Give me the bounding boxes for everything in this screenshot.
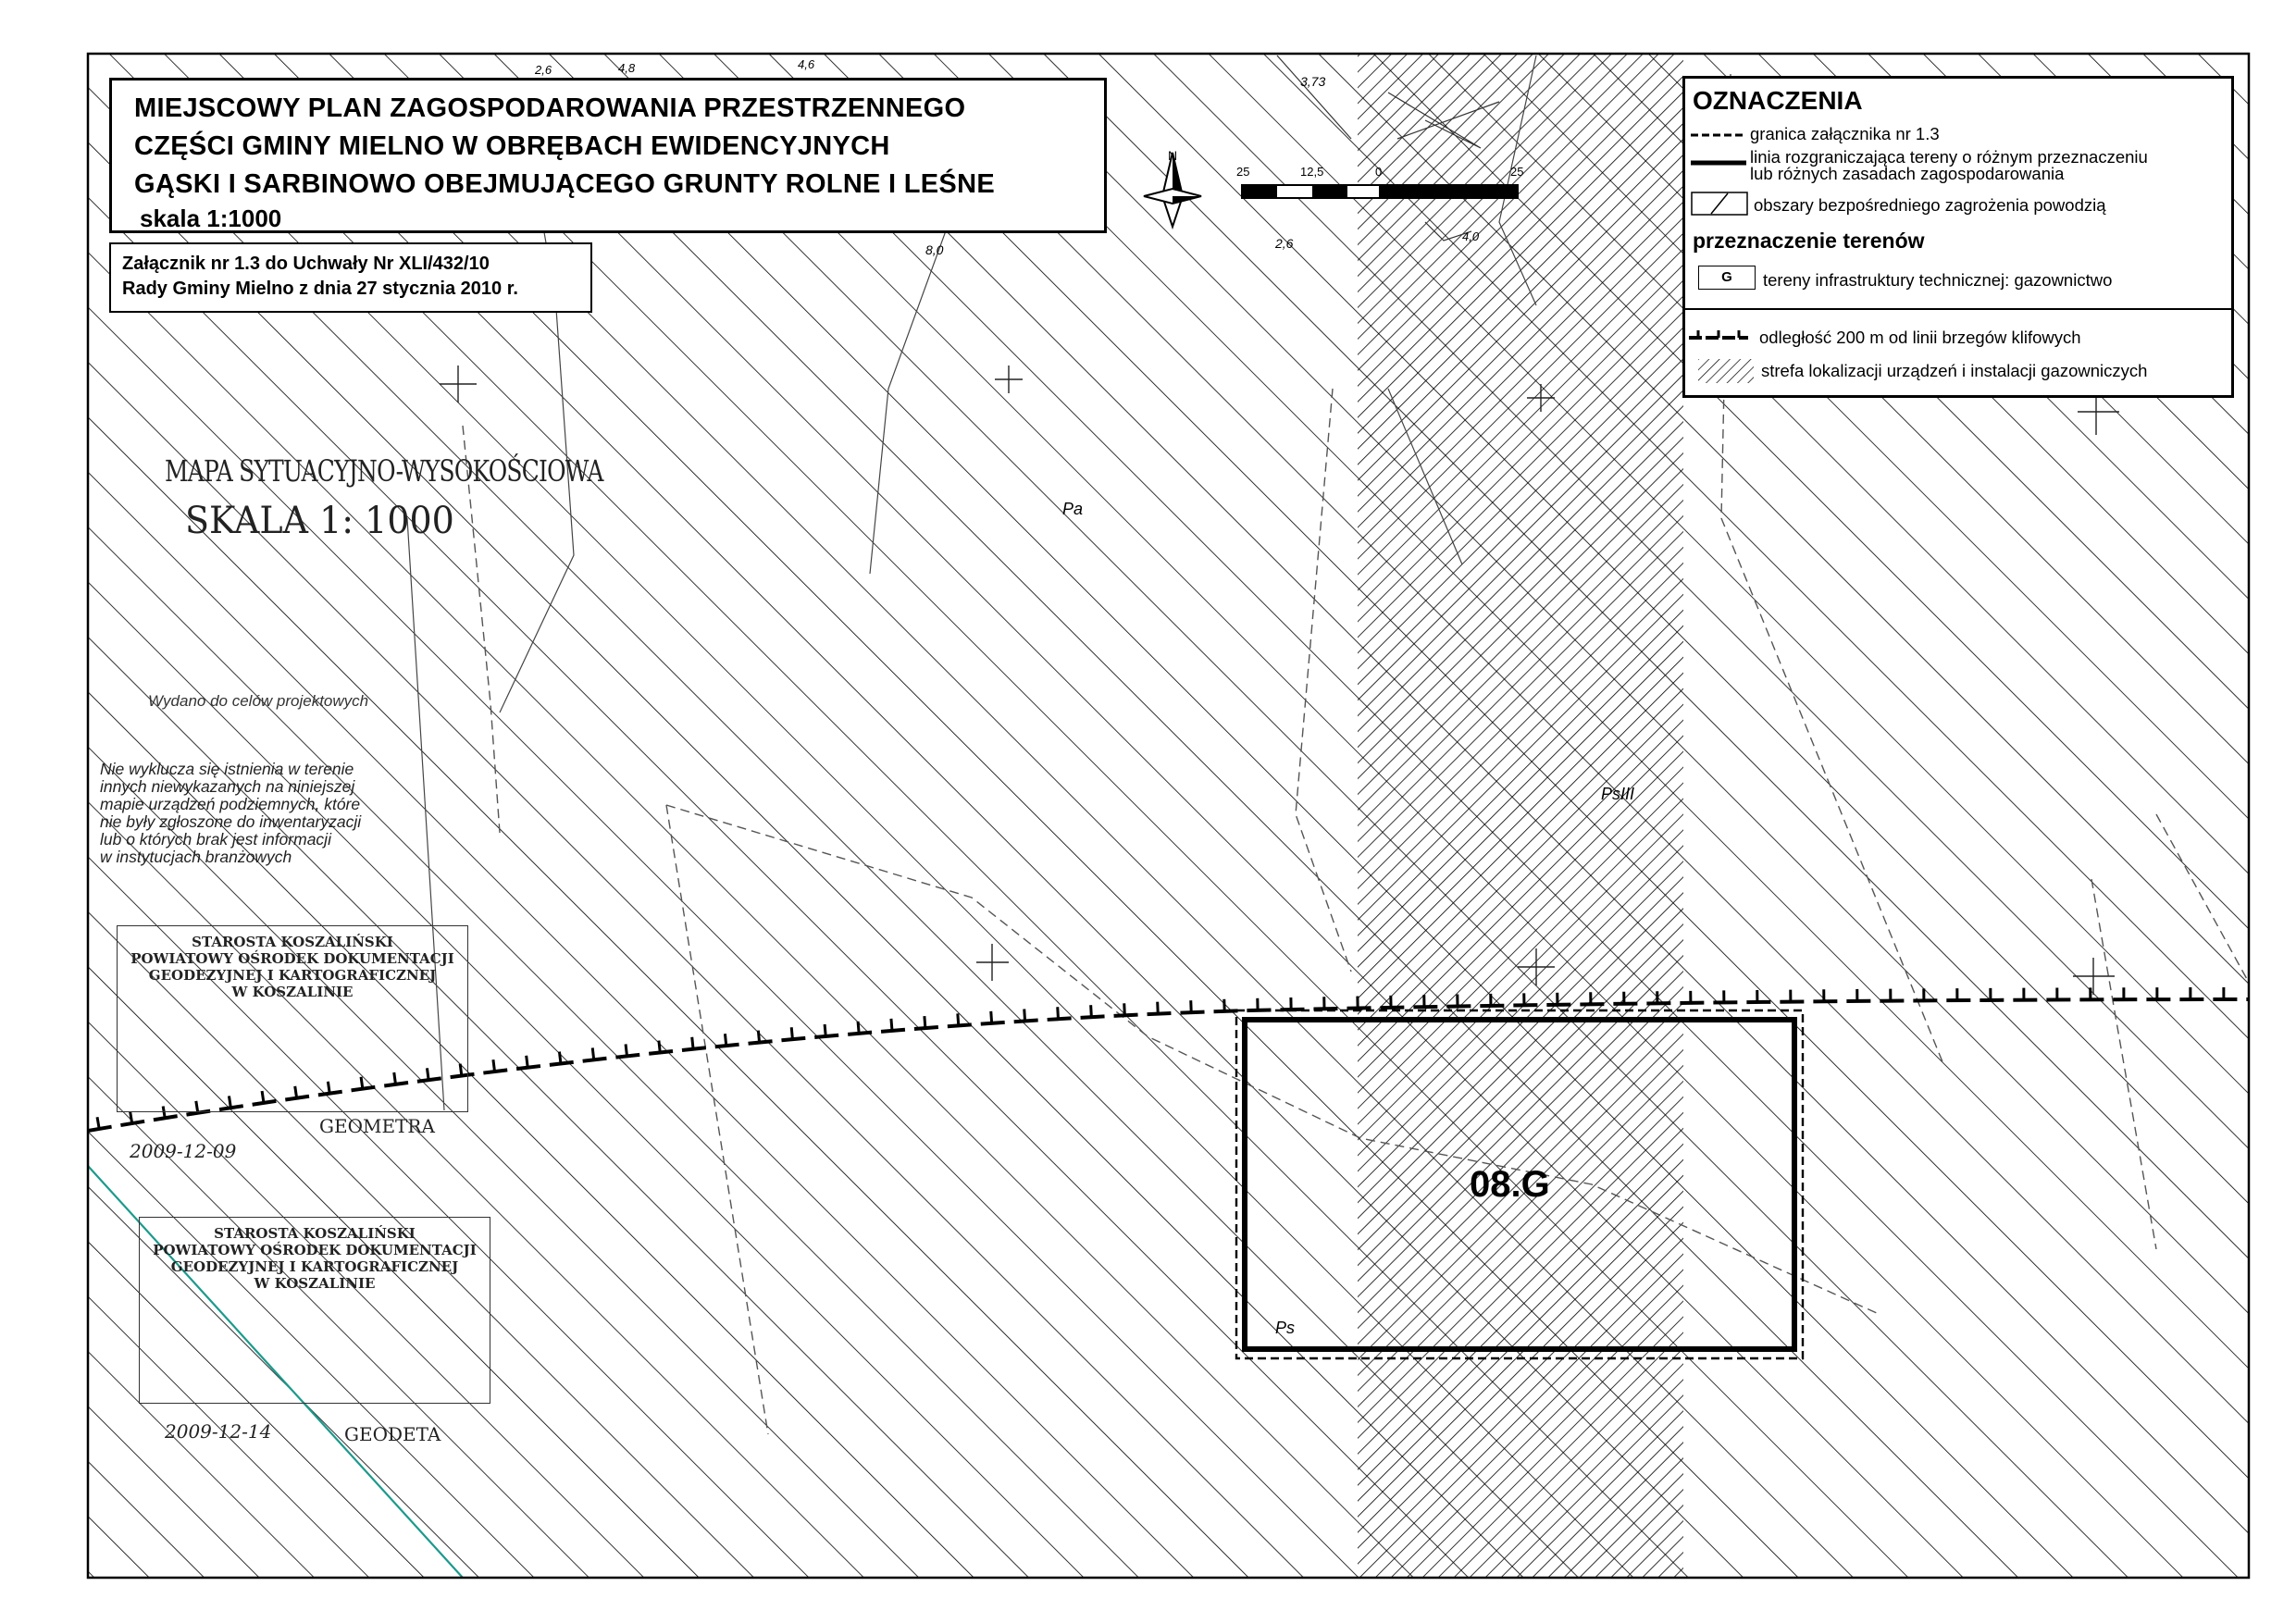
gas-zone-hatch-symbol — [1698, 359, 1754, 383]
stamp-line: POWIATOWY OŚRODEK DOKUMENTACJI — [153, 1242, 477, 1258]
boundary-dashed-symbol — [1691, 130, 1746, 140]
legend-land-use-heading: przeznaczenie terenów — [1693, 229, 1925, 253]
note-line: lub o których brak jest informacji — [100, 830, 331, 849]
office-stamp-2 — [139, 1217, 490, 1404]
title-line-2: CZĘŚCI GMINY MIELNO W OBRĘBACH EWIDENCYJNYCH — [134, 131, 890, 161]
legend-flood-area: obszary bezpośredniego zagrożenia powodzią — [1754, 195, 2106, 215]
scale-label: 25 — [1236, 165, 1250, 179]
stamp-line: W KOSZALINIE — [254, 1275, 376, 1292]
spot-height: 4,6 — [798, 57, 815, 71]
note-line: mapie urządzeń podziemnych, które — [100, 795, 361, 813]
legend-heading: OZNACZENIA — [1693, 86, 1863, 115]
scale-label: 25 — [1510, 165, 1524, 179]
stamp-line: STAROSTA KOSZALIŃSKI — [192, 934, 393, 950]
legend-gas-infra: tereny infrastruktury technicznej: gazownictwo — [1763, 270, 2113, 290]
legend-boundary: granica załącznika nr 1.3 — [1750, 124, 1940, 143]
note-line: nie były zgłoszone do inwentaryzacji — [100, 812, 362, 831]
spot-height: 8,0 — [925, 242, 944, 257]
legend-dividing-line-2: lub różnych zasadach zagospodarowania — [1750, 164, 2065, 183]
landuse-symbol: PsIII — [1601, 785, 1635, 803]
legend-gas-zone: strefa lokalizacji urządzeń i instalacji gazowniczych — [1761, 361, 2148, 380]
title-line-3: GĄSKI I SARBINOWO OBEJMUJĄCEGO GRUNTY ROLNE I LEŚNE — [134, 169, 995, 199]
spot-height: 2,6 — [535, 63, 552, 77]
base-notes — [100, 761, 361, 866]
spot-height: 4,0 — [1462, 229, 1480, 243]
stamp-line: GEODEZYJNEJ I KARTOGRAFICZNEJ — [148, 967, 437, 984]
base-sheet-title: MAPA SYTUACYJNO-WYSOKOŚCIOWA — [165, 453, 603, 489]
scale-label: 0 — [1375, 165, 1383, 179]
stamp-line: POWIATOWY OŚRODEK DOKUMENTACJI — [130, 950, 454, 967]
annex-line-1: Załącznik nr 1.3 do Uchwały Nr XLI/432/10 — [122, 254, 490, 274]
stamp-line: GEODEZYJNEJ I KARTOGRAFICZNEJ — [170, 1258, 459, 1275]
title-line-1: MIEJSCOWY PLAN ZAGOSPODAROWANIA PRZESTRZENNEGO — [134, 93, 966, 123]
landuse-symbol: Pa — [1062, 500, 1084, 518]
legend-cliff-distance: odległość 200 m od linii brzegów klifowych — [1759, 328, 2081, 347]
spot-height: 2,6 — [1275, 236, 1294, 251]
flood-hatch-symbol — [1691, 192, 1748, 216]
note-line: innych niewykazanych na niniejszej — [100, 777, 355, 796]
annex-line-2: Rady Gminy Mielno z dnia 27 stycznia 2010 r. — [122, 279, 518, 299]
gas-symbol: G — [1698, 266, 1756, 290]
base-sheet-scale: SKALA 1: 1000 — [185, 500, 454, 542]
office-stamp-1 — [117, 925, 468, 1112]
landuse-symbol: Ps — [1275, 1319, 1296, 1337]
note-line: w instytucjach branżowych — [100, 848, 292, 866]
note-line: Nie wyklucza się istnienia w terenie — [100, 760, 354, 778]
title-block — [109, 78, 1107, 233]
legend-dividing-line-1: linia rozgraniczająca tereny o różnym przeznaczeniu — [1750, 147, 2148, 167]
stamp-line: W KOSZALINIE — [231, 984, 354, 1000]
dividing-line-symbol — [1691, 158, 1746, 167]
stamp2-date: 2009-12-14 — [165, 1420, 272, 1443]
annex-block — [109, 242, 592, 313]
spot-height: 4,8 — [618, 61, 636, 75]
cliff-line-symbol — [1689, 328, 1748, 343]
north-label: N — [1168, 148, 1178, 163]
title-scale: skala 1:1000 — [140, 204, 282, 232]
legend — [1682, 76, 2234, 398]
stamp-line: STAROSTA KOSZALIŃSKI — [214, 1225, 416, 1242]
stamp1-date: 2009-12-09 — [130, 1140, 237, 1162]
stamp2-sign: GEODETA — [344, 1423, 441, 1445]
scale-label: 12,5 — [1300, 165, 1324, 179]
spot-height: 3,73 — [1300, 74, 1326, 89]
plot-label[interactable]: 08.G — [1470, 1164, 1550, 1205]
base-note: Wydano do celów projektowych — [148, 692, 369, 710]
stamp1-sign: GEOMETRA — [319, 1115, 435, 1137]
scale-bar — [1242, 185, 1518, 198]
